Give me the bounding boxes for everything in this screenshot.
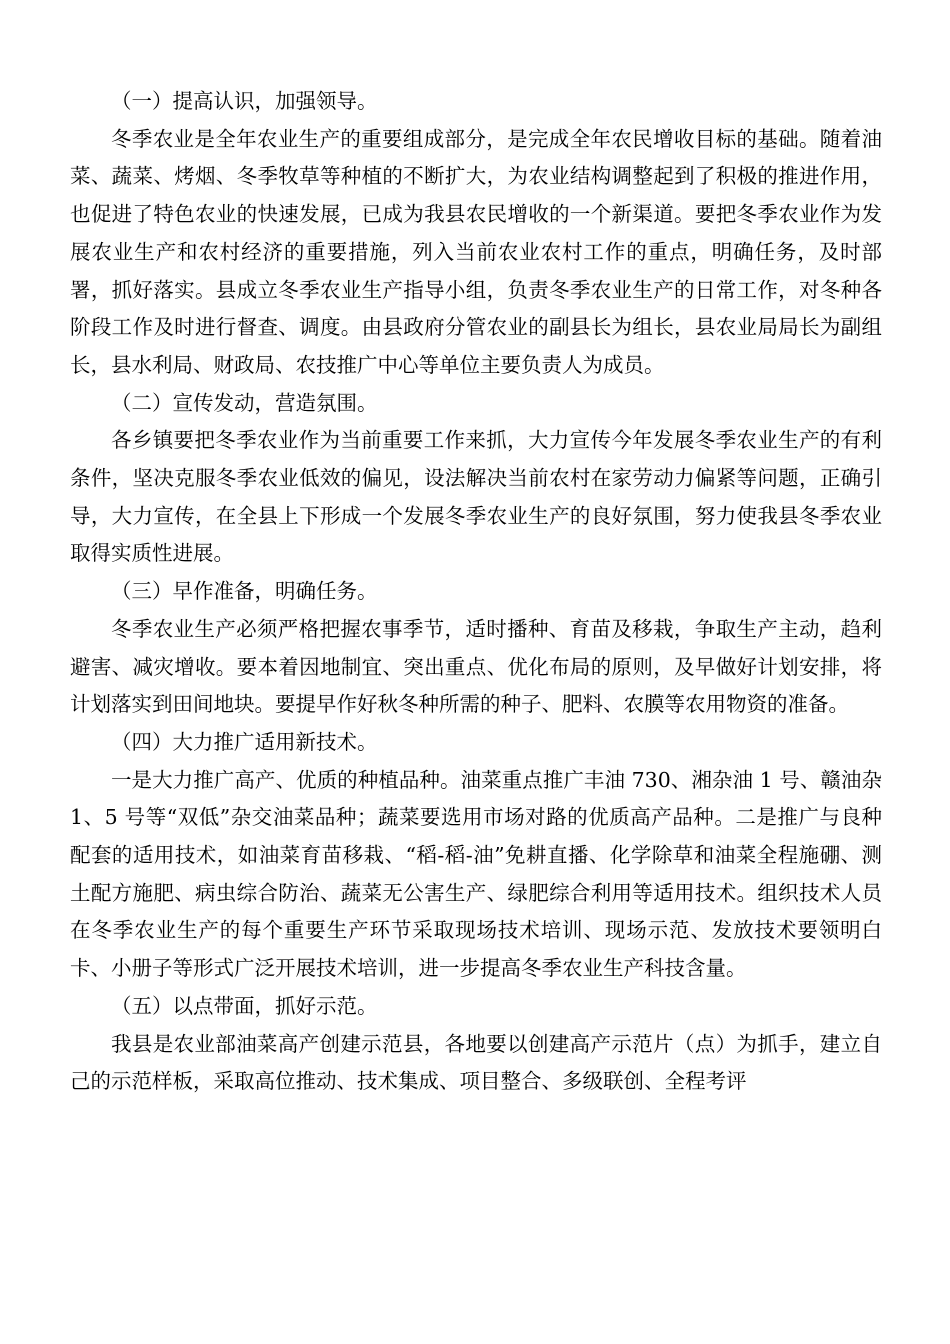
section-heading-4: （四）大力推广适用新技术。	[111, 729, 378, 754]
section-paragraph-5: 我县是农业部油菜高产创建示范县，各地要以创建高产示范片（点）为抓手，建立自己的示范样板，采取高位推动、技术集成、项目整合、多级联创、全程考评	[70, 1031, 882, 1094]
section-heading-2: （二）宣传发动，营造氛围。	[111, 390, 378, 415]
section-paragraph-2: 各乡镇要把冬季农业作为当前重要工作来抓，大力宣传今年发展冬季农业生产的有利条件，坚决克服冬季农业低效的偏见，设法解决当前农村在家劳动力偏紧等问题，正确引导，大力宣传，在全县上下形成一个发展冬季农业生产的良好氛围，努力使我县冬季农业取得实质性进展。	[70, 428, 882, 566]
document-body	[70, 83, 882, 1101]
section-paragraph-4: 一是大力推广高产、优质的种植品种。油菜重点推广丰油 730、湘杂油 1 号、赣油杂 1、5 号等“双低”杂交油菜品种；蔬菜要选用市场对路的优质高产品种。二是推广与良种配套的适用技术，如油菜育苗移栽、“稻-稻-油”免耕直播、化学除草和油菜全程施硼、测土配方施肥、病虫综合防治、蔬菜无公害生产、绿肥综合利用等适用技术。组织技术人员在冬季农业生产的每个重要生产环节采取现场技术培训、现场示范、发放技术要领明白卡、小册子等形式广泛开展技术培训，进一步提高冬季农业生产科技含量。	[70, 767, 882, 981]
section-paragraph-3: 冬季农业生产必须严格把握农事季节，适时播种、育苗及移栽，争取生产主动，趋利避害、减灾增收。要本着因地制宜、突出重点、优化布局的原则，及早做好计划安排，将计划落实到田间地块。要提早作好秋冬种所需的种子、肥料、农膜等农用物资的准备。	[70, 616, 882, 717]
section-heading-3: （三）早作准备，明确任务。	[111, 579, 378, 604]
section-heading-5: （五）以点带面，抓好示范。	[111, 993, 378, 1018]
section-heading-1: （一）提高认识，加强领导。	[111, 89, 378, 113]
section-paragraph-1: 冬季农业是全年农业生产的重要组成部分，是完成全年农民增收目标的基础。随着油菜、蔬菜、烤烟、冬季牧草等种植的不断扩大，为农业结构调整起到了积极的推进作用，也促进了特色农业的快速发展，已成为我县农民增收的一个新渠道。要把冬季农业作为发展农业生产和农村经济的重要措施，列入当前农业农村工作的重点，明确任务，及时部署，抓好落实。县成立冬季农业生产指导小组，负责冬季农业生产的日常工作，对冬种各阶段工作及时进行督查、调度。由县政府分管农业的副县长为组长，县农业局局长为副组长，县水利局、财政局、农技推广中心等单位主要负责人为成员。	[70, 126, 882, 377]
